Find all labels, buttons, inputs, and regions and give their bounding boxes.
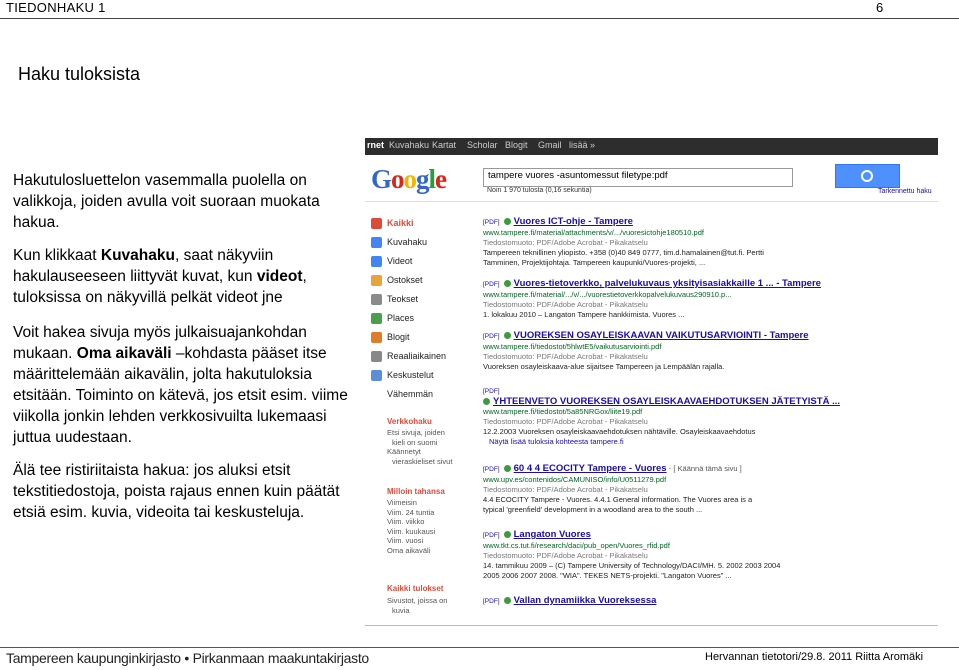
paragraph-aikavali: Voit hakea sivuja myös julkaisuajankohdan mukaan. Oma aikaväli –kohdasta pääset itse määrittelemään aikavälin, jolta hakutuloksia etsitään. Toiminto on kätevä, jos etsit esim. viime viikolla jonkin lehden verkkosivuilta lukemaasi juttua uudestaan. [13,324,348,446]
places-icon [371,313,382,324]
topbar-item[interactable]: Gmail [538,140,562,150]
google-results-screenshot: rnet Kuvahaku Kartat Scholar Blogit Gmail lisää » Google tampere vuores -asuntomessut filetype:pdf Noin 1 970 tulosta (0,16 sekuntia) Tarkennettu haku Kaikki Kuvahaku Videot Ostokset Teokset Places Blogit Reaaliaikainen Keskustelut Vähemmän Verkkohaku Etsi sivuja, joiden kieli on suomi Käännetyt vieraskieliset sivut Milloin tahansa Viimeisin Viim. 24 tuntia Viim. viikko Viim. kuukausi Viim. vuosi Oma aikaväli Kaikki tulokset Sivustot, joissa on kuvia [PDF] Vuores ICT-ohje - Tampere www.tampere.fi/material/attachments/v/.../vuoresictohje180510.pdf Tiedostomuoto: PDF/Adobe Acrobat - Pikakatselu Tampereen teknillinen yliopisto. +358 (0)40 849 0777, tim.d.hamalainen@tut.fi. Pertti Tamminen, Projektijohtaja. Tampereen kaupunki/Vuores-projekti, ... [PDF] Vuores-tietoverkko, palvelukuvaus yksityisasiakkaille 1 ... - Tampere www.tampere.fi/material/.../v/.../vuorestietoverkkopalvelukuvaus290910.p... Tiedostomuoto: PDF/Adobe Acrobat - Pikakatselu 1. lokakuu 2010 – Langaton Tampere hankkimista. Vuores ... [PDF] VUOREKSEN OSAYLEISKAAVAN VAIKUTUSARVIOINTI - Tampere www.tampere.fi/tiedostot/5hlwtE5/vaikutusarviointi.pdf Tiedostomuoto: PDF/Adobe Acrobat - Pikakatselu Vuoreksen osayleiskaava-alue sijaitsee Tampereen ja Lempäälän rajalla. [PDF] YHTEENVETO VUOREKSEN OSAYLEISKAAVAEHDOTUKSEN JÄTETYISTÄ ... www.tampere.fi/tiedostot/5a85NRGox/liite19.pdf Tiedostomuoto: PDF/Adobe Acrobat - Pikakatselu 12.2.2003 Vuoreksen osayleiskaavaehdotuksen nähtäville. Osayleiskaavaehdotus Näytä lisää tuloksia kohteesta tampere.fi [PDF] 60 4 4 ECOCITY Tampere - Vuores - [ Käännä tämä sivu ] www.upv.es/contenidos/CAMUNISO/info/U0511279.pdf Tiedostomuoto: PDF/Adobe Acrobat - Pikakatselu 4.4 ECOCITY Tampere - Vuores. 4.4.1 General information. The Vuores area is a typical 'greenfield' development in a woodland area to the south ... [PDF] Langaton Vuores www.tkt.cs.tut.fi/research/daci/pub_open/Vuores_rfid.pdf Tiedostomuoto: PDF/Adobe Acrobat - Pikakatselu 14. tammikuu 2009 – (C) Tampere University of Technology/DACI/MH. 5. 2002 2003 2004 2005 2006 2007 2008. "WIA". TEKES NETS-projekti. "Langaton Vuores" ... [PDF] Vallan dynamiikka Vuoreksessa [365,138,938,626]
search-result: [PDF] Langaton Vuores www.tkt.cs.tut.fi/research/daci/pub_open/Vuores_rfid.pdf Tiedostomuoto: PDF/Adobe Acrobat - Pikakatselu 14. tammikuu 2009 – (C) Tampere University of Technology/DACI/MH. 5. 2002 2003 2004 2005 2006 2007 2008. "WIA". TEKES NETS-projekti. "Langaton Vuores" ... [483,529,781,580]
sidebar-heading-web: Verkkohaku [387,417,432,426]
book-icon [371,294,382,305]
video-icon [371,256,382,267]
result-title-link[interactable]: VUOREKSEN OSAYLEISKAAVAN VAIKUTUSARVIOINTI - Tampere [513,330,809,341]
result-title-link[interactable]: Vallan dynamiikka Vuoreksessa [513,595,657,606]
divider [365,201,938,202]
page-number: 6 [876,0,884,15]
topbar-item[interactable]: rnet [367,140,385,150]
header-title: TIEDONHAKU 1 [6,0,106,15]
topbar-item[interactable]: Kartat [432,140,457,150]
paragraph-intro: Hakutulosluettelon vasemmalla puolella on valikkoja, joiden avulla voit suoraan muokata hakua. [13,172,320,231]
sidebar-all-options[interactable]: Sivustot, joissa on kuvia [387,596,448,615]
result-title-link[interactable]: Langaton Vuores [513,529,591,540]
footer-divider [0,647,959,648]
result-title-link[interactable]: Vuores ICT-ohje - Tampere [513,216,633,227]
search-input[interactable]: tampere vuores -asuntomessut filetype:pdf [483,168,793,187]
sidebar-heading-time: Milloin tahansa [387,487,445,496]
search-button[interactable] [835,164,900,188]
result-title-link[interactable]: 60 4 4 ECOCITY Tampere - Vuores [513,463,667,474]
advanced-search-link[interactable]: Tarkennettu haku [878,188,932,195]
search-result: [PDF] Vuores ICT-ohje - Tampere www.tampere.fi/material/attachments/v/.../vuoresictohje180510.pdf Tiedostomuoto: PDF/Adobe Acrobat - Pikakatselu Tampereen teknillinen yliopisto. +358 (0)40 849 0777, tim.d.hamalainen@tut.fi. Pertti Tamminen, Projektijohtaja. Tampereen kaupunki/Vuores-projekti, ... [483,216,764,267]
discussion-icon [371,370,382,381]
search-result: [PDF] Vuores-tietoverkko, palvelukuvaus yksityisasiakkaille 1 ... - Tampere www.tampere.fi/material/.../v/.../vuorestietoverkkopalvelukuvaus290910.p... Tiedostomuoto: PDF/Adobe Acrobat - Pikakatselu 1. lokakuu 2010 – Langaton Tampere hankkimista. Vuores ... [483,278,821,319]
sidebar-web-options[interactable]: Etsi sivuja, joiden kieli on suomi Käännetyt vieraskieliset sivut [387,428,453,466]
sidebar-heading-all: Kaikki tulokset [387,584,444,593]
image-icon [371,237,382,248]
shopping-icon [371,275,382,286]
sidebar-time-options[interactable]: Viimeisin Viim. 24 tuntia Viim. viikko Viim. kuukausi Viim. vuosi Oma aikaväli [387,498,436,555]
result-title-link[interactable]: Vuores-tietoverkko, palvelukuvaus yksityisasiakkaille 1 ... - Tampere [513,278,821,289]
page-title: Haku tuloksista [18,64,141,84]
paragraph-kuvahaku: Kun klikkaat Kuvahaku, saat näkyviin hakulauseeseen liittyvät kuvat, kun videot, tuloksissa on näkyvillä pelkät videot jne [13,247,307,306]
result-title-link[interactable]: YHTEENVETO VUOREKSEN OSAYLEISKAAVAEHDOTUKSEN JÄTETYISTÄ ... [493,396,840,407]
realtime-icon [371,351,382,362]
topbar-item[interactable]: Kuvahaku [389,140,430,150]
paragraph-warning: Älä tee ristiriitaista hakua: jos aluksi etsit tekstitiedostoja, poista rajaus ennen kuin päätät etsiä esim. kuvia, videoita tai keskusteluja. [13,462,340,521]
translate-link[interactable]: - [ Käännä tämä sivu ] [668,464,742,473]
search-result: [PDF] VUOREKSEN OSAYLEISKAAVAN VAIKUTUSARVIOINTI - Tampere www.tampere.fi/tiedostot/5hlwtE5/vaikutusarviointi.pdf Tiedostomuoto: PDF/Adobe Acrobat - Pikakatselu Vuoreksen osayleiskaava-alue sijaitsee Tampereen ja Lempäälän rajalla. [483,330,809,371]
topbar-item[interactable]: Blogit [505,140,528,150]
topbar-item[interactable]: lisää » [569,140,596,150]
google-logo[interactable]: Google [371,164,447,194]
search-result: [PDF] YHTEENVETO VUOREKSEN OSAYLEISKAAVAEHDOTUKSEN JÄTETYISTÄ ... www.tampere.fi/tiedostot/5a85NRGox/liite19.pdf Tiedostomuoto: PDF/Adobe Acrobat - Pikakatselu 12.2.2003 Vuoreksen osayleiskaavaehdotuksen nähtäville. Osayleiskaavaehdotus Näytä lisää tuloksia kohteesta tampere.fi [483,386,938,447]
blog-icon [371,332,382,343]
result-stats: Noin 1 970 tulosta (0,16 sekuntia) [487,187,592,194]
search-result: [PDF] Vallan dynamiikka Vuoreksessa [483,595,657,606]
footer-author: Hervannan tietotori/29.8. 2011 Riitta Aromäki [705,651,924,663]
all-icon [371,218,382,229]
footer-organization: Tampereen kaupunginkirjasto • Pirkanmaan maakuntakirjasto [6,650,369,666]
more-results-link[interactable]: Näytä lisää tuloksia kohteesta tampere.fi [489,437,624,446]
search-result: [PDF] 60 4 4 ECOCITY Tampere - Vuores - [ Käännä tämä sivu ] www.upv.es/contenidos/CAMUNISO/info/U0511279.pdf Tiedostomuoto: PDF/Adobe Acrobat - Pikakatselu 4.4 ECOCITY Tampere - Vuores. 4.4.1 General information. The Vuores area is a typical 'greenfield' development in a woodland area to the south ... [483,463,753,514]
page-header [0,0,959,19]
topbar-item[interactable]: Scholar [467,140,498,150]
google-topbar [365,138,938,155]
